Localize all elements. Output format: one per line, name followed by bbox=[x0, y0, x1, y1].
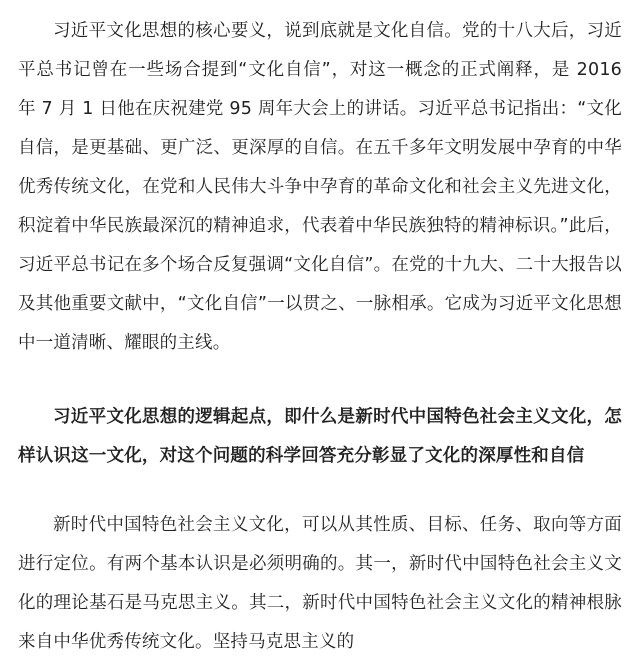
body-paragraph-1: 习近平文化思想的核心要义，说到底就是文化自信。党的十八大后，习近平总书记曾在一些场合提到“文化自信”，对这一概念的正式阐释，是 2016 年 7 月 1 日他在庆祝建党 95 周年大会上的讲话。习近平总书记指出：“文化自信，是更基础、更广泛、更深厚的自信。在五千多年文明发展中孕育的中华优秀传统文化，在党和人民伟大斗争中孕育的革命文化和社会主义先进文化，积淀着中华民族最深沉的精神追求，代表着中华民族独特的精神标识。”此后，习近平总书记在多个场合反复强调“文化自信”。在党的十九大、二十大报告以及其他重要文献中，“文化自信”一以贯之、一脉相承。它成为习近平文化思想中一道清晰、耀眼的主线。 bbox=[18, 21, 622, 353]
bold-paragraph-heading: 习近平文化思想的逻辑起点，即什么是新时代中国特色社会主义文化，怎样认识这一文化，对这个问题的科学回答充分彰显了文化的深厚性和自信 bbox=[18, 407, 622, 466]
body-paragraph-2: 新时代中国特色社会主义文化，可以从其性质、目标、任务、取向等方面进行定位。有两个基本认识是必须明确的。其一，新时代中国特色社会主义文化的理论基石是马克思主义。其二，新时代中国特色社会主义文化的精神根脉来自中华优秀传统文化。坚持马克思主义的 bbox=[18, 515, 622, 652]
